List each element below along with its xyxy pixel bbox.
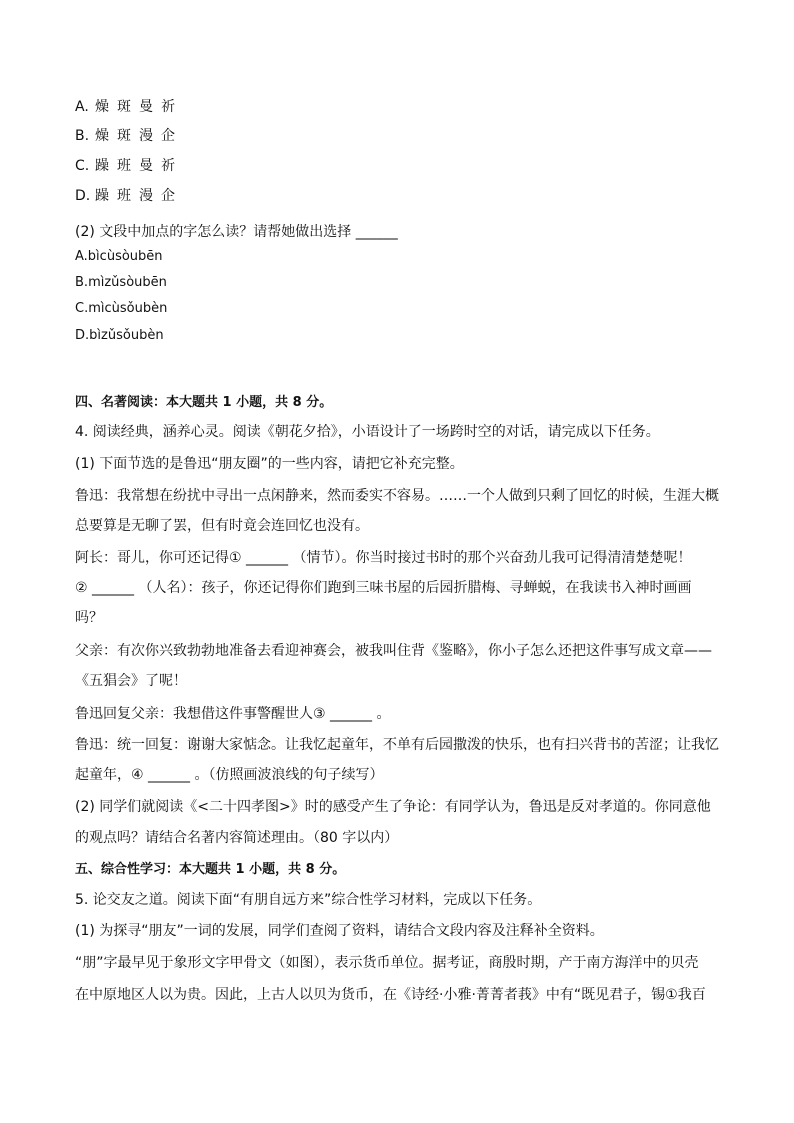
option-label: D. xyxy=(75,188,91,204)
text: 。 xyxy=(376,706,391,722)
text: 阿长：哥儿，你可还记得① xyxy=(75,550,242,566)
option-char: 漫 xyxy=(139,128,153,144)
text: 。（仿照画波浪线的句子续写） xyxy=(194,767,384,783)
pinyin: mì xyxy=(88,301,105,316)
question-4-intro: 4. 阅读经典，涵养心灵。阅读《朝花夕拾》，小语设计了一场跨时空的对话，请完成以下任务。 xyxy=(75,424,660,440)
option-char: 躁 xyxy=(95,188,109,204)
teacher-line-1 xyxy=(75,578,691,598)
answer-blank-4[interactable]: ______ xyxy=(148,767,191,783)
option-char: 祈 xyxy=(161,158,175,174)
option-char: 企 xyxy=(161,188,175,204)
q4-subquestion-2-line-2: 的观点吗？请结合名著内容简述理由。（80 字以内） xyxy=(75,830,399,846)
option-char: 漫 xyxy=(139,188,153,204)
material-line-1: “朋”字最早见于象形文字甲骨文（如图），表示货币单位。据考证，商殷时期，产于南方海洋中的贝壳 xyxy=(75,955,699,971)
text: ② xyxy=(75,580,88,596)
luxun-post-line-2: 总要算是无聊了罢，但有时竟会连回忆也没有。 xyxy=(75,518,369,534)
father-line-1: 父亲：有次你兴致勃勃地准备去看迎神赛会，被我叫住背《鉴略》，你小子怎么还把这件事写成文章—— xyxy=(75,643,712,659)
option-char: 燥 xyxy=(95,128,109,144)
option-char: 躁 xyxy=(95,158,109,174)
unified-reply-line-1: 鲁迅：统一回复：谢谢大家惦念。让我忆起童年，不单有后园撒泼的快乐，也有扫兴背书的苦涩；让我忆 xyxy=(75,737,719,753)
option-b[interactable] xyxy=(75,126,183,146)
option-char: 企 xyxy=(161,128,175,144)
answer-blank[interactable]: ______ xyxy=(355,224,398,240)
unified-reply-line-2 xyxy=(75,765,383,785)
material-line-2: 在中原地区人以为贵。因此，上古人以贝为货币，在《诗经·小雅·菁菁者莪》中有“既见君子，锡①我百 xyxy=(75,987,706,1003)
option-label: C. xyxy=(75,301,89,316)
answer-blank-3[interactable]: ______ xyxy=(330,706,373,722)
text: 起童年，④ xyxy=(75,767,144,783)
section-5-header: 五、综合性学习：本大题共 1 小题，共 8 分。 xyxy=(75,862,346,877)
pinyin: sǒu xyxy=(116,328,140,343)
pinyin-option-d[interactable] xyxy=(75,326,164,346)
option-char: 斑 xyxy=(117,99,131,115)
section-4-header: 四、名著阅读：本大题共 1 小题，共 8 分。 xyxy=(75,395,333,410)
question-5-intro: 5. 论交友之道。阅读下面“有朋自远方来”综合性学习材料，完成以下任务。 xyxy=(75,892,542,908)
pinyin-option-a[interactable] xyxy=(75,247,163,267)
pinyin: bēn xyxy=(138,249,163,264)
pinyin: mì xyxy=(88,275,105,290)
pinyin: cù xyxy=(104,301,120,316)
option-c[interactable] xyxy=(75,156,183,176)
option-label: B. xyxy=(75,275,89,290)
option-char: 班 xyxy=(117,158,131,174)
pinyin: bì xyxy=(89,328,102,343)
reply-father-line xyxy=(75,704,390,724)
option-label: A. xyxy=(75,249,88,264)
pinyin-option-b[interactable] xyxy=(75,273,167,293)
pinyin: sǒu xyxy=(119,301,143,316)
pinyin: sòu xyxy=(115,249,139,264)
pinyin-option-c[interactable] xyxy=(75,299,167,319)
option-label: C. xyxy=(75,158,90,174)
text: 鲁迅回复父亲：我想借这件事警醒世人③ xyxy=(75,706,326,722)
pinyin: sòu xyxy=(119,275,143,290)
option-label: D. xyxy=(75,328,90,343)
teacher-line-2: 吗？ xyxy=(75,610,103,626)
answer-blank-2[interactable]: ______ xyxy=(92,580,135,596)
father-line-2: 《五猖会》了呢！ xyxy=(75,673,187,689)
answer-blank-1[interactable]: ______ xyxy=(246,550,289,566)
question-2-prompt xyxy=(75,222,398,242)
q4-subquestion-2-line-1: (2) 同学们就阅读《<二十四孝图>》时的感受产生了争论：有同学认为，鲁迅是反对孝道的。你同意他 xyxy=(75,799,711,815)
option-char: 斑 xyxy=(117,128,131,144)
text: （情节）。你当时接过书时的那个兴奋劲儿我可记得清清楚楚呢！ xyxy=(292,550,692,566)
achang-line xyxy=(75,548,691,568)
option-a[interactable] xyxy=(75,97,183,117)
luxun-post-line-1: 鲁迅：我常想在纷扰中寻出一点闲静来，然而委实不容易。……一个人做到只剩了回忆的时候，生涯大概 xyxy=(75,488,719,504)
pinyin: bēn xyxy=(142,275,167,290)
q5-subquestion-1: (1) 为探寻“朋友”一词的发展，同学们查阅了资料，请结合文段内容及注释补全资料。 xyxy=(75,923,604,939)
pinyin: zǔ xyxy=(101,328,117,343)
prompt-text: (2) 文段中加点的字怎么读？请帮她做出选择 xyxy=(75,224,352,240)
option-char: 班 xyxy=(117,188,131,204)
pinyin: bì xyxy=(87,249,100,264)
option-char: 曼 xyxy=(139,99,153,115)
pinyin: bèn xyxy=(139,328,164,343)
pinyin: bèn xyxy=(142,301,168,316)
option-label: B. xyxy=(75,128,90,144)
pinyin: cù xyxy=(99,249,116,264)
option-d[interactable] xyxy=(75,186,183,206)
option-char: 燥 xyxy=(95,99,109,115)
option-char: 祈 xyxy=(161,99,175,115)
text: （人名）：孩子，你还记得你们跑到三味书屋的后园折腊梅、寻蝉蜕，在我读书入神时画画 xyxy=(138,580,692,596)
option-label: A. xyxy=(75,99,89,115)
q4-subquestion-1: (1) 下面节选的是鲁迅“朋友圈”的一些内容，请把它补充完整。 xyxy=(75,456,464,472)
option-char: 曼 xyxy=(139,158,153,174)
pinyin: zǔ xyxy=(104,275,120,290)
